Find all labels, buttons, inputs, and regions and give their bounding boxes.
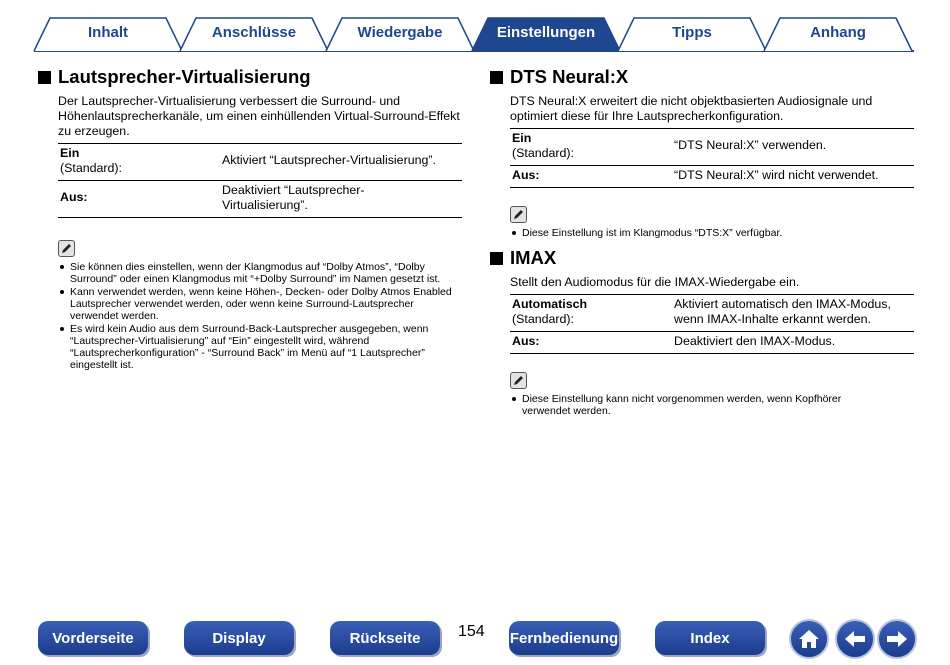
tab-einstellungen[interactable]: Einstellungen [496, 24, 596, 41]
option-cell [510, 295, 672, 332]
right-column [490, 66, 916, 418]
option-name: Aus: [510, 332, 672, 354]
option-cell [58, 144, 220, 181]
tab-inhalt[interactable]: Inhalt [88, 24, 128, 41]
tab-anschluesse[interactable]: Anschlüsse [211, 24, 297, 41]
section-title: Lautsprecher-Virtualisierung [58, 66, 311, 87]
table-row [58, 144, 462, 181]
table-row [510, 129, 914, 166]
home-icon [797, 628, 821, 650]
option-desc: Aktiviert “Lautsprecher-Virtualisierung”. [220, 144, 462, 181]
left-column [38, 66, 462, 372]
fernbedienung-button[interactable]: Fernbedienung [509, 621, 619, 655]
tab-bar [0, 0, 950, 54]
option-default: (Standard): [60, 161, 122, 175]
options-table [58, 143, 462, 218]
option-name: Automatisch [512, 297, 588, 311]
option-default: (Standard): [512, 146, 574, 160]
note-list [510, 393, 880, 417]
square-bullet-icon [490, 71, 503, 84]
option-name: Aus: [510, 166, 672, 188]
note-list [58, 261, 458, 371]
section-intro: Stellt den Audiomodus für die IMAX-Wiedergabe ein. [510, 275, 800, 289]
option-desc: “DTS Neural:X” verwenden. [672, 129, 914, 166]
option-default: (Standard): [512, 312, 574, 326]
section-heading [38, 66, 462, 88]
option-name: Ein [512, 131, 532, 145]
square-bullet-icon [490, 252, 503, 265]
page-number: 154 [458, 623, 485, 640]
list-item: Es wird kein Audio aus dem Surround-Back-Lautsprecher ausgegeben, wenn “Lautsprecher-Virtualisierung” auf “Ein” eingestellt wird, während “Lautsprecherkonfiguration” - “Surround Back” im Menü auf “1 Lautsprecher” eingestellt ist. [58, 323, 458, 371]
list-item: Sie können dies einstellen, wenn der Klangmodus auf “Dolby Atmos”, “Dolby Surround” oder einen Klangmodus mit “+Dolby Surround” im Namen gesetzt ist. [58, 261, 458, 285]
section-intro: Der Lautsprecher-Virtualisierung verbessert die Surround- und Höhenlautsprecherkanäle, um einen einhüllenden Virtual-Surround-Effekt zu erzeugen. [58, 94, 460, 138]
option-desc: Deaktiviert “Lautsprecher-Virtualisierung”. [220, 181, 462, 218]
tab-wiedergabe[interactable]: Wiedergabe [357, 24, 443, 41]
note-list [510, 227, 910, 239]
note-pencil-icon [510, 372, 527, 389]
vorderseite-button[interactable]: Vorderseite [38, 621, 148, 655]
option-name: Aus: [58, 181, 220, 218]
option-desc: Aktiviert automatisch den IMAX-Modus, wenn IMAX-Inhalte erkannt werden. [672, 295, 914, 332]
home-button[interactable] [789, 619, 829, 659]
table-row [510, 295, 914, 332]
square-bullet-icon [38, 71, 51, 84]
option-desc: Deaktiviert den IMAX-Modus. [672, 332, 914, 354]
tab-anhang[interactable]: Anhang [810, 24, 866, 41]
note-pencil-icon [510, 206, 527, 223]
tab-tipps[interactable]: Tipps [672, 24, 712, 41]
index-button[interactable]: Index [655, 621, 765, 655]
option-cell [510, 129, 672, 166]
display-button[interactable]: Display [184, 621, 294, 655]
list-item: Diese Einstellung ist im Klangmodus “DTS:X” verfügbar. [510, 227, 910, 239]
section-heading [490, 247, 916, 269]
list-item: Kann verwendet werden, wenn keine Höhen-, Decken- oder Dolby Atmos Enabled Lautsprecher verwendet werden, oder wenn keine Surround-Lautsprecher verwendet werden. [58, 286, 458, 322]
section-intro: DTS Neural:X erweitert die nicht objektbasierten Audiosignale und optimiert diese für Ihre Lautsprecherkonfiguration. [510, 94, 873, 123]
list-item: Diese Einstellung kann nicht vorgenommen werden, wenn Kopfhörer verwendet werden. [510, 393, 880, 417]
table-row [58, 181, 462, 218]
section-title: DTS Neural:X [510, 66, 629, 87]
section-title: IMAX [510, 247, 557, 268]
section-heading [490, 66, 916, 88]
note-pencil-icon [58, 240, 75, 257]
option-desc: “DTS Neural:X” wird nicht verwendet. [672, 166, 914, 188]
forward-button[interactable] [877, 619, 917, 659]
back-arrow-icon [843, 629, 867, 649]
forward-arrow-icon [885, 629, 909, 649]
table-row [510, 332, 914, 354]
options-table [510, 294, 914, 354]
options-table [510, 128, 914, 188]
back-button[interactable] [835, 619, 875, 659]
rueckseite-button[interactable]: Rückseite [330, 621, 440, 655]
option-name: Ein [60, 146, 80, 160]
table-row [510, 166, 914, 188]
